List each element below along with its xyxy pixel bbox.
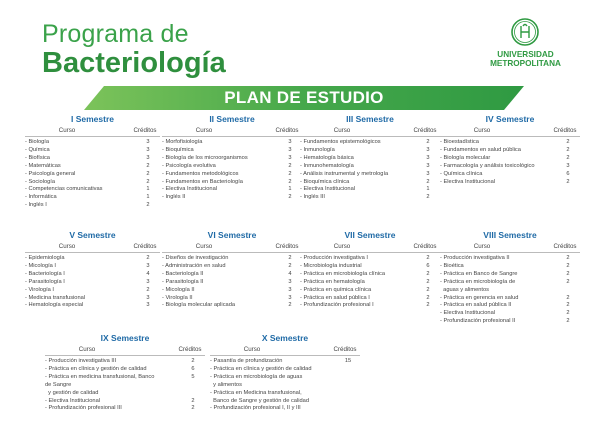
credits-column-header: Créditos [553, 127, 577, 134]
course-credits: 2 [191, 397, 195, 404]
course-row [162, 287, 302, 295]
plan-title: PLAN DE ESTUDIO [224, 88, 384, 107]
course-credits: 3 [146, 146, 150, 153]
course-credits: 2 [566, 255, 570, 261]
course-name: - Fundamentos en salud pública [440, 146, 521, 153]
course-credits: 2 [288, 162, 292, 169]
course-name: - Hematología básica [300, 154, 354, 161]
course-row [162, 139, 302, 147]
course-name: - Práctica en clínica y gestión de calidad [45, 365, 147, 372]
course-row [300, 287, 440, 295]
logo-line1: UNIVERSIDAD [497, 50, 554, 59]
course-name: - Profundización profesional I, II y III [210, 405, 301, 412]
course-credits: 2 [566, 262, 570, 269]
course-name: - Inglés I [25, 202, 47, 209]
course-credits: 3 [146, 139, 150, 145]
course-credits: 2 [426, 194, 430, 201]
course-name: - Micología I [25, 262, 56, 269]
course-name: - Inmunohematología [300, 162, 354, 169]
course-row [440, 155, 580, 163]
course-credits: 2 [566, 139, 570, 145]
course-credits: 5 [191, 373, 195, 380]
plan-banner [84, 86, 524, 110]
semester-header [162, 127, 302, 137]
course-list [440, 255, 580, 326]
course-name: - Práctica en Banco de Sangre [440, 270, 518, 277]
course-row [440, 263, 580, 271]
course-row [440, 310, 580, 318]
course-credits: 2 [288, 194, 292, 201]
semester-header [300, 127, 440, 137]
course-list [25, 255, 160, 310]
course-row [300, 139, 440, 147]
semester-title: V Semestre [69, 230, 116, 240]
course-row [162, 147, 302, 155]
course-row [25, 279, 160, 287]
course-row [45, 398, 205, 406]
course-name: - Práctica en química clínica [300, 286, 372, 293]
course-credits: 2 [288, 262, 292, 269]
course-name: - Práctica en medicina transfusional, Banco de Sangre y gestión de calidad [45, 373, 155, 396]
course-row [162, 179, 302, 187]
course-credits: 1 [146, 194, 150, 201]
course-credits: 2 [566, 318, 570, 325]
course-row [210, 374, 360, 390]
course-row [300, 295, 440, 303]
course-credits: 3 [288, 146, 292, 153]
course-row [45, 366, 205, 374]
credits-column-header: Créditos [333, 346, 357, 353]
course-credits: 3 [288, 294, 292, 301]
course-row [440, 139, 580, 147]
logo-emblem-icon [511, 18, 539, 46]
course-name: - Producción investigativa II [440, 255, 510, 261]
course-row [25, 271, 160, 279]
semester-header [25, 127, 160, 137]
course-name: - Inglés III [300, 194, 325, 201]
course-row [300, 147, 440, 155]
course-credits: 2 [288, 178, 292, 185]
course-credits: 3 [426, 146, 430, 153]
course-credits: 2 [426, 139, 430, 145]
course-credits: 15 [344, 358, 352, 364]
course-name: - Biología molecular [440, 154, 491, 161]
credits-column-header: Créditos [275, 243, 299, 250]
course-row [440, 163, 580, 171]
course-name: - Profundización profesional III [45, 405, 122, 412]
course-name: - Psicología general [25, 170, 76, 177]
course-row [25, 171, 160, 179]
course-credits: 2 [426, 302, 430, 309]
course-credits: 2 [191, 358, 195, 364]
semester-block [440, 230, 580, 326]
credits-column-header: Créditos [133, 243, 157, 250]
course-name: - Micología II [162, 286, 195, 293]
course-row [25, 202, 160, 210]
course-column-header: Curso [78, 346, 96, 353]
course-column-header: Curso [195, 243, 213, 250]
course-credits: 3 [146, 294, 150, 301]
course-credits: 2 [426, 294, 430, 301]
course-credits: 2 [566, 146, 570, 153]
course-credits: 2 [566, 270, 570, 277]
course-name: - Bacteriología II [162, 270, 204, 277]
course-column-header: Curso [58, 127, 76, 134]
course-name: - Electiva Institucional [45, 397, 101, 404]
course-row [300, 186, 440, 194]
course-credits [336, 374, 360, 390]
course-credits: 3 [288, 154, 292, 161]
course-name: - Administración en salud [162, 262, 226, 269]
semester-title: II Semestre [209, 114, 255, 124]
course-name: - Pasantía de profundización [210, 358, 283, 364]
course-credits: 2 [146, 178, 150, 185]
course-name: - Epidemiología [25, 255, 65, 261]
course-name: - Profundización profesional II [440, 318, 516, 325]
course-name: - Farmacología y análisis toxicológico [440, 162, 535, 169]
course-row [210, 405, 360, 413]
course-row [25, 194, 160, 202]
semester-title: III Semestre [346, 114, 394, 124]
course-name: - Virología I [25, 286, 54, 293]
course-row [210, 358, 360, 366]
course-name: - Hematología especial [25, 302, 84, 309]
semester-header [440, 243, 580, 253]
course-name: - Bioquímica clínica [300, 178, 350, 185]
course-name: - Matemáticas [25, 162, 61, 169]
course-credits: 3 [146, 262, 150, 269]
semester-block [45, 333, 205, 413]
semester-block [440, 114, 580, 186]
course-credits: 2 [426, 255, 430, 261]
course-list [210, 358, 360, 413]
course-row [162, 295, 302, 303]
semester-block [162, 230, 302, 310]
course-row [45, 374, 205, 398]
course-name: - Parasitología II [162, 278, 204, 285]
course-row [162, 255, 302, 263]
course-row [440, 302, 580, 310]
course-row [45, 358, 205, 366]
course-credits: 2 [288, 255, 292, 261]
course-name: - Producción investigativa III [45, 358, 117, 364]
course-column-header: Curso [473, 127, 491, 134]
course-row [300, 271, 440, 279]
course-column-header: Curso [473, 243, 491, 250]
course-row [25, 263, 160, 271]
logo-line2: METROPOLITANA [490, 59, 561, 68]
course-name: - Bioética [440, 262, 464, 269]
course-credits: 2 [191, 405, 195, 412]
course-name: - Biología molecular aplicada [162, 302, 236, 309]
course-row [25, 155, 160, 163]
course-name: - Profundización profesional I [300, 302, 374, 309]
course-credits: 3 [288, 286, 292, 293]
course-row [162, 279, 302, 287]
course-credits: 2 [288, 302, 292, 309]
credits-column-header: Créditos [413, 243, 437, 250]
credits-column-header: Créditos [178, 346, 202, 353]
semester-block [25, 114, 160, 210]
course-credits: 2 [426, 270, 430, 277]
course-name: - Práctica en microbiología de aguas y alimentos [440, 278, 516, 293]
course-name: - Biología de los microorganismos [162, 154, 248, 161]
course-credits: 3 [426, 154, 430, 161]
course-credits: 3 [146, 302, 150, 309]
semester-header [45, 346, 205, 356]
course-credits: 2 [566, 310, 570, 317]
course-name: - Bioquímica [162, 146, 194, 153]
course-credits: 6 [426, 262, 430, 269]
course-credits: 2 [566, 154, 570, 161]
course-name: - Práctica en microbiología de aguas y alimentos [210, 373, 303, 388]
course-name: - Biología [25, 139, 50, 145]
course-row [162, 186, 302, 194]
course-name: - Microbiología industrial [300, 262, 362, 269]
course-row [25, 255, 160, 263]
course-name: - Análisis instrumental y metrología [300, 170, 389, 177]
semester-title: I Semestre [71, 114, 114, 124]
course-credits: 1 [146, 186, 150, 193]
semester-title: IV Semestre [485, 114, 535, 124]
course-list [300, 255, 440, 310]
course-row [162, 271, 302, 279]
course-credits: 3 [288, 278, 292, 285]
course-credits: 3 [146, 154, 150, 161]
course-credits: 3 [146, 278, 150, 285]
course-credits [336, 390, 360, 406]
course-name: - Bacteriología I [25, 270, 65, 277]
course-list [440, 139, 580, 186]
course-row [25, 139, 160, 147]
semester-header [25, 243, 160, 253]
course-credits: 2 [426, 178, 430, 185]
course-row [300, 163, 440, 171]
semester-block [300, 230, 440, 310]
course-credits: 4 [146, 270, 150, 277]
course-credits: 3 [426, 162, 430, 169]
course-row [440, 279, 580, 295]
course-row [300, 255, 440, 263]
course-column-header: Curso [58, 243, 76, 250]
page-title-line1: Programa de [42, 20, 189, 48]
course-row [440, 318, 580, 326]
course-column-header: Curso [333, 127, 351, 134]
semester-title: VIII Semestre [483, 230, 537, 240]
course-credits: 3 [566, 162, 570, 169]
semester-header [210, 346, 360, 356]
course-credits: 2 [426, 286, 430, 293]
semester-block [300, 114, 440, 202]
course-name: - Inglés II [162, 194, 186, 201]
course-name: - Fundamentos metodológicos [162, 170, 239, 177]
semester-title: X Semestre [261, 333, 309, 343]
course-name: - Práctica en gerencia en salud [440, 294, 519, 301]
semester-title: VI Semestre [207, 230, 257, 240]
course-row [300, 302, 440, 310]
course-credits [336, 405, 360, 413]
semester-block [162, 114, 302, 202]
course-name: - Fundamentos en Bacteriología [162, 178, 243, 185]
course-credits: 2 [566, 178, 570, 185]
course-name: - Bioestadística [440, 139, 479, 145]
course-row [210, 366, 360, 374]
course-name: - Electiva Institucional [440, 178, 496, 185]
credits-column-header: Créditos [413, 127, 437, 134]
course-list [300, 139, 440, 202]
course-list [45, 358, 205, 413]
course-credits: 2 [146, 286, 150, 293]
course-name: - Electiva Institucional [300, 186, 356, 193]
semester-header [162, 243, 302, 253]
course-name: - Biofísica [25, 154, 50, 161]
course-column-header: Curso [243, 346, 261, 353]
course-row [440, 255, 580, 263]
credits-column-header: Créditos [553, 243, 577, 250]
course-credits: 2 [146, 202, 150, 209]
course-credits: 3 [426, 170, 430, 177]
university-logo [478, 18, 573, 74]
course-name: - Morfofisiología [162, 139, 203, 145]
course-row [25, 295, 160, 303]
course-row [440, 179, 580, 187]
semester-title: IX Semestre [100, 333, 150, 343]
page-title-line2: Bacteriología [42, 47, 226, 79]
course-credits: 2 [426, 278, 430, 285]
course-row [300, 279, 440, 287]
course-row [162, 302, 302, 310]
semester-block [210, 333, 360, 413]
course-credits: 6 [191, 365, 195, 372]
course-row [440, 271, 580, 279]
course-name: - Sociología [25, 178, 56, 185]
course-row [25, 179, 160, 187]
course-name: - Inmunología [300, 146, 335, 153]
course-row [162, 263, 302, 271]
course-row [300, 171, 440, 179]
course-row [45, 405, 205, 413]
course-name: - Electiva Institucional [162, 186, 218, 193]
course-name: - Electiva Institucional [440, 310, 496, 317]
course-column-header: Curso [195, 127, 213, 134]
course-credits: 2 [146, 162, 150, 169]
course-row [440, 147, 580, 155]
course-row [440, 295, 580, 303]
course-credits: 1 [288, 186, 292, 193]
course-row [300, 179, 440, 187]
course-name: - Fundamentos epistemológicos [300, 139, 381, 145]
course-name: - Práctica en salud pública II [440, 302, 512, 309]
course-name: - Competencias comunicativas [25, 186, 103, 193]
course-credits: 2 [288, 170, 292, 177]
course-name: - Parasitología I [25, 278, 65, 285]
course-row [162, 171, 302, 179]
course-name: - Química [25, 146, 50, 153]
logo-text [478, 50, 573, 68]
course-credits: 3 [288, 139, 292, 145]
course-name: - Práctica en clínica y gestión de calidad [210, 365, 312, 372]
credits-column-header: Créditos [133, 127, 157, 134]
course-credits: 4 [288, 270, 292, 277]
course-row [162, 155, 302, 163]
semester-title: VII Semestre [344, 230, 396, 240]
credits-column-header: Créditos [275, 127, 299, 134]
course-credits: 2 [146, 255, 150, 261]
course-name: - Práctica en microbiología clínica [300, 270, 386, 277]
course-list [25, 139, 160, 210]
course-credits: 2 [566, 302, 570, 309]
course-row [25, 186, 160, 194]
course-name: - Práctica en salud pública I [300, 294, 370, 301]
course-name: - Práctica en hematología [300, 278, 365, 285]
semester-header [300, 243, 440, 253]
course-row [25, 163, 160, 171]
course-row [162, 163, 302, 171]
course-row [300, 263, 440, 271]
course-credits: 2 [566, 278, 570, 285]
course-credits: 2 [146, 170, 150, 177]
semester-header [440, 127, 580, 137]
course-row [25, 302, 160, 310]
course-row [162, 194, 302, 202]
course-list [162, 139, 302, 202]
course-row [25, 287, 160, 295]
course-credits: 6 [566, 170, 570, 177]
course-name: - Medicina transfusional [25, 294, 86, 301]
course-list [162, 255, 302, 310]
course-credits: 1 [426, 186, 430, 193]
course-name: - Producción investigativa I [300, 255, 368, 261]
course-row [210, 390, 360, 406]
course-name: - Química clínica [440, 170, 483, 177]
course-row [300, 194, 440, 202]
semester-block [25, 230, 160, 310]
course-name: - Psicología evolutiva [162, 162, 216, 169]
course-row [25, 147, 160, 155]
course-name: - Práctica en Medicina transfusional, Banco de Sangre y gestión de calidad [210, 389, 309, 404]
course-name: - Diseños de investigación [162, 255, 229, 261]
course-column-header: Curso [333, 243, 351, 250]
course-credits [336, 366, 360, 374]
course-row [440, 171, 580, 179]
course-credits: 2 [566, 294, 570, 301]
course-name: - Virología II [162, 294, 193, 301]
course-name: - Informática [25, 194, 57, 201]
course-row [300, 155, 440, 163]
